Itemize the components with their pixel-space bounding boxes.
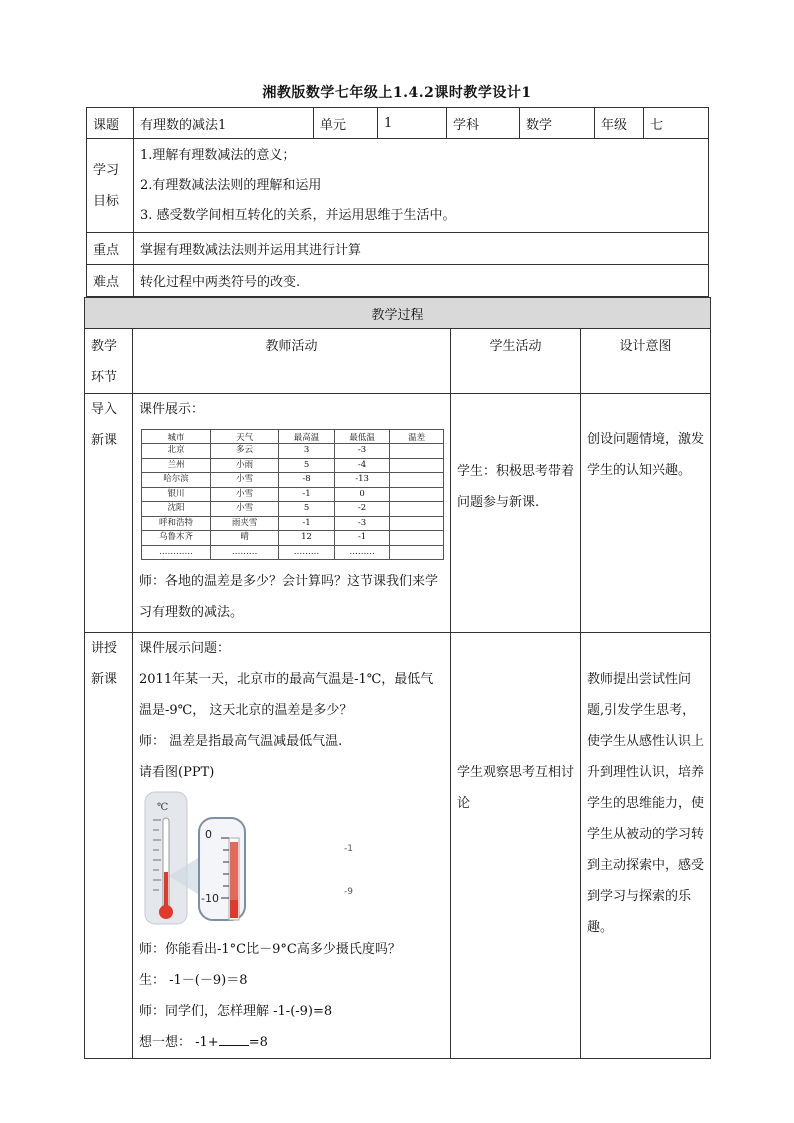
thermo-minus-ten-label: -10 xyxy=(201,892,219,905)
answer-blank xyxy=(219,1033,249,1046)
grade-value: 七 xyxy=(644,108,709,139)
temperature-cell: -3 xyxy=(334,516,390,531)
document-title: 湘教版数学七年级上1.4.2课时教学设计1 xyxy=(262,85,532,101)
temperature-header-cell: 最低温 xyxy=(334,430,390,444)
temperature-cell xyxy=(390,473,444,488)
temperature-row xyxy=(142,444,444,459)
think-line xyxy=(139,1027,444,1058)
temperature-cell: 兰州 xyxy=(142,458,211,473)
temperature-cell: -2 xyxy=(334,502,390,517)
thermo-zero-label: 0 xyxy=(205,828,212,841)
objective-item: 3. 感受数学间相互转化的关系，并运用思维于生活中。 xyxy=(140,207,456,223)
unit-label: 单元 xyxy=(314,108,378,139)
thermo-unit-label: ℃ xyxy=(157,802,169,813)
lecture-line: 请看图(PPT) xyxy=(139,765,215,780)
temperature-cell: ………… xyxy=(142,545,211,560)
temperature-cell: 小雪 xyxy=(211,487,279,502)
think-prefix: 想一想： -1+ xyxy=(139,1035,219,1050)
process-header: 教学过程 xyxy=(85,298,711,329)
temperature-cell: 呼和浩特 xyxy=(142,516,211,531)
topic-label: 课题 xyxy=(87,108,134,139)
temperature-row xyxy=(142,516,444,531)
thermo-mark-high: -1 xyxy=(344,844,353,854)
temperature-header-cell: 最高温 xyxy=(279,430,335,444)
temperature-cell xyxy=(390,516,444,531)
temperature-table xyxy=(141,429,444,560)
temperature-cell xyxy=(390,531,444,546)
temperature-row xyxy=(142,545,444,560)
temperature-cell: 沈阳 xyxy=(142,502,211,517)
unit-value: 1 xyxy=(378,108,447,139)
temperature-cell xyxy=(390,502,444,517)
temperature-cell: 北京 xyxy=(142,444,211,459)
objective-item: 2.有理数减法法则的理解和运用 xyxy=(140,177,322,193)
temperature-cell: -1 xyxy=(279,487,335,502)
lecture-stage: 讲授新课 xyxy=(85,633,133,1059)
topic-value: 有理数的减法1 xyxy=(134,108,314,139)
temperature-row xyxy=(142,487,444,502)
temperature-cell: ……… xyxy=(279,545,335,560)
temperature-cell: 5 xyxy=(279,502,335,517)
intro-intent: 创设问题情境，激发学生的认知兴趣。 xyxy=(581,394,711,633)
intro-teacher-cell xyxy=(133,394,451,633)
intro-heading: 课件展示： xyxy=(139,402,205,417)
temperature-cell: ……… xyxy=(211,545,279,560)
objective-item: 1.理解有理数减法的意义； xyxy=(140,147,296,163)
temperature-cell: -13 xyxy=(334,473,390,488)
temperature-row xyxy=(142,458,444,473)
process-table xyxy=(84,297,711,1059)
lecture-after-line: 生： -1－(－9)＝8 xyxy=(139,973,248,988)
intro-stage: 导入新课 xyxy=(85,394,133,633)
temperature-header-cell: 城市 xyxy=(142,430,211,444)
temperature-cell: 小雪 xyxy=(211,502,279,517)
temperature-cell: 晴 xyxy=(211,531,279,546)
thermo-mark-low: -9 xyxy=(344,887,353,897)
lecture-line: 师： 温差是指最高气温减最低气温. xyxy=(139,734,343,749)
temperature-cell: 多云 xyxy=(211,444,279,459)
temperature-cell: -1 xyxy=(334,531,390,546)
temperature-cell: -1 xyxy=(279,516,335,531)
temperature-cell xyxy=(390,444,444,459)
difficulty-label: 难点 xyxy=(87,265,134,297)
temperature-header-cell: 天气 xyxy=(211,430,279,444)
lecture-student: 学生观察思考互相讨论 xyxy=(451,633,581,1059)
temperature-header-cell: 温差 xyxy=(390,430,444,444)
focus-label: 重点 xyxy=(87,233,134,265)
thermometer-illustration xyxy=(143,790,253,930)
temperature-header-row xyxy=(142,430,444,444)
temperature-row xyxy=(142,473,444,488)
subject-value: 数学 xyxy=(520,108,595,139)
col-stage-header: 教学环节 xyxy=(85,329,133,394)
temperature-cell: 0 xyxy=(334,487,390,502)
subject-label: 学科 xyxy=(447,108,520,139)
temperature-cell: 3 xyxy=(279,444,335,459)
col-intent-header: 设计意图 xyxy=(581,329,711,394)
temperature-cell: -8 xyxy=(279,473,335,488)
lecture-teacher-cell xyxy=(133,633,451,1059)
temperature-cell: 哈尔滨 xyxy=(142,473,211,488)
info-table xyxy=(86,107,709,297)
temperature-cell: ……… xyxy=(334,545,390,560)
temperature-cell xyxy=(390,487,444,502)
temperature-cell: 5 xyxy=(279,458,335,473)
grade-label: 年级 xyxy=(595,108,644,139)
lecture-after-line: 师：你能看出-1°C比－9°C高多少摄氏度吗？ xyxy=(139,942,401,957)
objectives-list xyxy=(134,139,709,233)
lecture-after-line: 师：同学们，怎样理解 -1-(-9)=8 xyxy=(139,1004,333,1019)
lecture-line: 课件展示问题： xyxy=(139,641,231,656)
col-teacher-header: 教师活动 xyxy=(133,329,451,394)
temperature-cell xyxy=(390,458,444,473)
intro-question: 师：各地的温差是多少？会计算吗？这节课我们来学习有理数的减法。 xyxy=(139,574,439,620)
think-suffix: =8 xyxy=(248,1035,268,1050)
temperature-cell: 乌鲁木齐 xyxy=(142,531,211,546)
temperature-cell xyxy=(390,545,444,560)
temperature-row xyxy=(142,502,444,517)
lecture-intent: 教师提出尝试性问题,引发学生思考，使学生从感性认识上升到理性认识，培养学生的思维能力，使学生从被动的学习转到主动探索中，感受到学习与探索的乐趣。 xyxy=(581,633,711,1059)
col-student-header: 学生活动 xyxy=(451,329,581,394)
temperature-cell: 12 xyxy=(279,531,335,546)
difficulty-text: 转化过程中两类符号的改变. xyxy=(134,265,709,297)
temperature-cell: 小雪 xyxy=(211,473,279,488)
temperature-cell: -4 xyxy=(334,458,390,473)
temperature-cell: 银川 xyxy=(142,487,211,502)
temperature-cell: 雨夹雪 xyxy=(211,516,279,531)
lecture-line: 2011年某一天，北京市的最高气温是-1℃，最低气温是-9℃， 这天北京的温差是多少？ xyxy=(139,672,434,718)
intro-student: 学生：积极思考带着问题参与新课. xyxy=(451,394,581,633)
temperature-cell: -3 xyxy=(334,444,390,459)
focus-text: 掌握有理数减法法则并运用其进行计算 xyxy=(134,233,709,265)
objectives-label: 学习目标 xyxy=(87,139,134,233)
temperature-row xyxy=(142,531,444,546)
temperature-cell: 小雨 xyxy=(211,458,279,473)
